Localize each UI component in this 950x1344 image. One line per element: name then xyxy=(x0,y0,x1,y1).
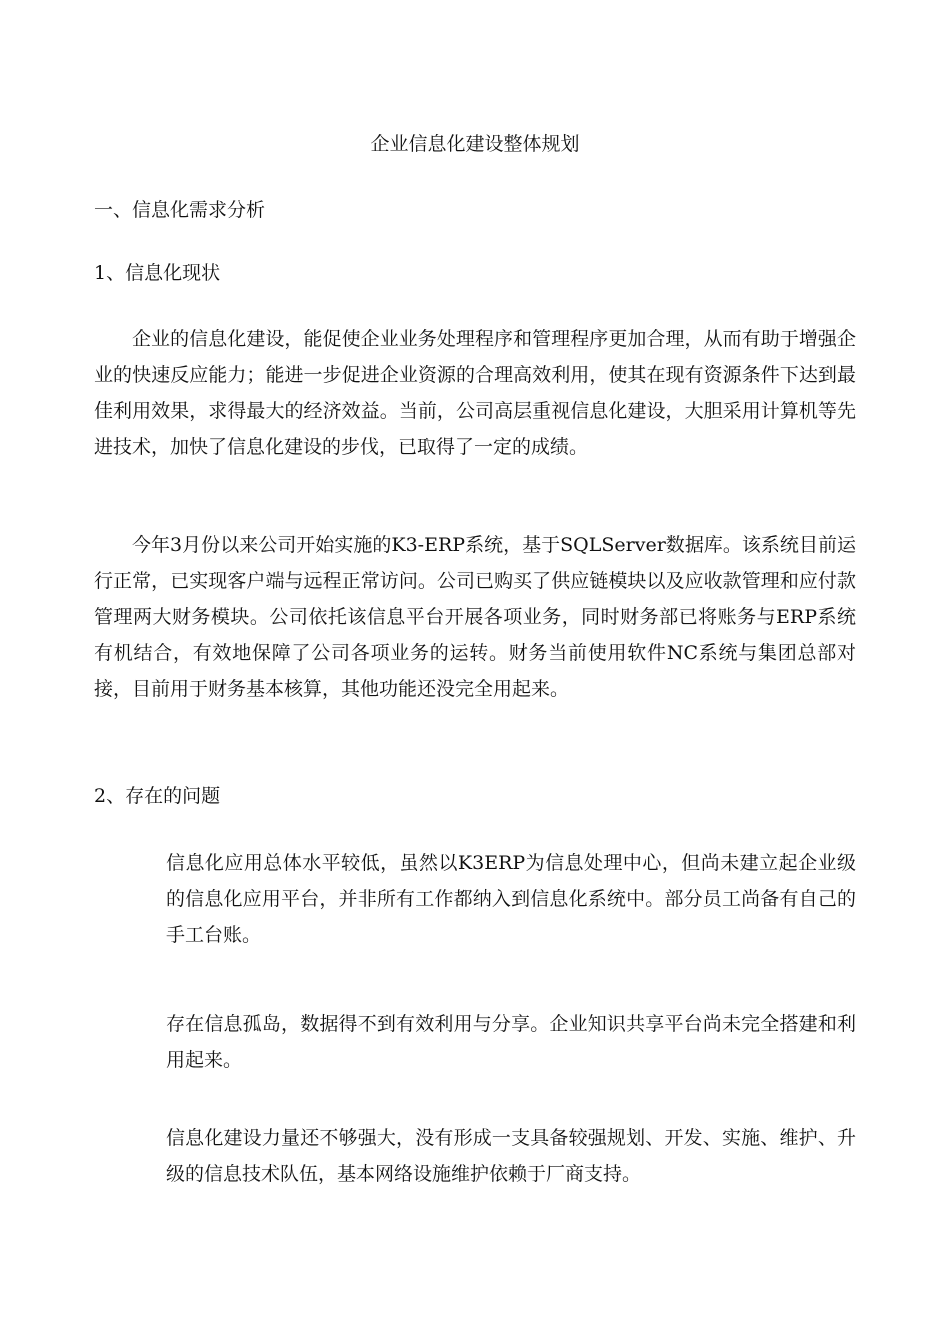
problem-item-2: 存在信息孤岛，数据得不到有效利用与分享。企业知识共享平台尚未完全搭建和利用起来。 xyxy=(166,1013,856,1071)
problem-item-1: 信息化应用总体水平较低，虽然以K3ERP为信息处理中心，但尚未建立起企业级的信息化应用平台，并非所有工作都纳入到信息化系统中。部分员工尚备有自己的手工台账。 xyxy=(166,852,856,946)
paragraph-current-status-1: 企业的信息化建设，能促使企业业务处理程序和管理程序更加合理，从而有助于增强企业的快速反应能力；能进一步促进企业资源的合理高效利用，使其在现有资源条件下达到最佳利用效果，求得最大的经济效益。当前，公司高层重视信息化建设，大胆采用计算机等先进技术，加快了信息化建设的步伐，已取得了一定的成绩。 xyxy=(94,328,856,458)
paragraph-current-status-2: 今年3月份以来公司开始实施的K3-ERP系统，基于SQLServer数据库。该系统目前运行正常，已实现客户端与远程正常访问。公司已购买了供应链模块以及应收款管理和应付款管理两大财务模块。公司依托该信息平台开展各项业务，同时财务部已将账务与ERP系统有机结合，有效地保障了公司各项业务的运转。财务当前使用软件NC系统与集团总部对接，目前用于财务基本核算，其他功能还没完全用起来。 xyxy=(94,534,856,700)
problem-item-3: 信息化建设力量还不够强大，没有形成一支具备较强规划、开发、实施、维护、升级的信息技术队伍，基本网络设施维护依赖于厂商支持。 xyxy=(166,1127,856,1185)
section-heading-needs-analysis: 一、信息化需求分析 xyxy=(94,199,266,221)
document-title: 企业信息化建设整体规划 xyxy=(370,133,580,155)
subsection-heading-current-status: 1、信息化现状 xyxy=(94,262,221,284)
subsection-heading-problems: 2、存在的问题 xyxy=(94,785,221,807)
